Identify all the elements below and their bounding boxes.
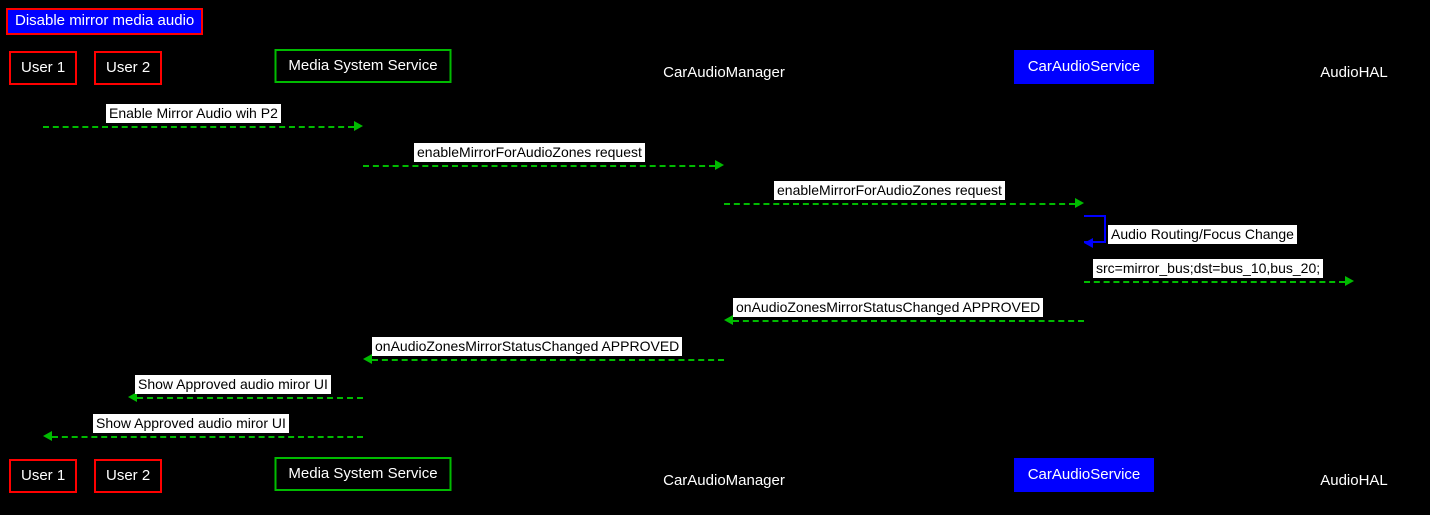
participant-user-2-top[interactable]: User 2 [94,51,162,85]
participant-car-audio-manager-top[interactable]: CarAudioManager [663,64,785,81]
message-label-8: Show Approved audio miror UI [135,375,331,394]
diagram-title: Disable mirror media audio [6,8,203,35]
message-label-9: Show Approved audio miror UI [93,414,289,433]
message-label-2: enableMirrorForAudioZones request [414,143,645,162]
message-arrow-9 [52,436,363,438]
participant-user-1-top[interactable]: User 1 [9,51,77,85]
participant-user-2-bottom[interactable]: User 2 [94,459,162,493]
participant-car-audio-service-top[interactable]: CarAudioService [1014,50,1154,84]
message-arrowhead-5 [1345,276,1354,286]
message-label-5: src=mirror_bus;dst=bus_10,bus_20; [1093,259,1323,278]
message-arrowhead-1 [354,121,363,131]
message-arrow-7 [372,359,724,361]
message-label-4: Audio Routing/Focus Change [1108,225,1297,244]
message-arrow-2 [363,165,715,167]
participant-audio-hal-bottom[interactable]: AudioHAL [1320,472,1388,489]
participant-audio-hal-top[interactable]: AudioHAL [1320,64,1388,81]
message-arrow-3 [724,203,1075,205]
participant-car-audio-service-bottom[interactable]: CarAudioService [1014,458,1154,492]
participant-media-system-service-bottom[interactable]: Media System Service [275,457,452,491]
message-label-1: Enable Mirror Audio wih P2 [106,104,281,123]
message-label-3: enableMirrorForAudioZones request [774,181,1005,200]
message-arrow-8 [137,397,363,399]
participant-media-system-service-top[interactable]: Media System Service [275,49,452,83]
message-arrowhead-3 [1075,198,1084,208]
message-arrowhead-2 [715,160,724,170]
message-arrow-1 [43,126,354,128]
message-arrowhead-6 [724,315,733,325]
participant-user-1-bottom[interactable]: User 1 [9,459,77,493]
message-arrowhead-7 [363,354,372,364]
message-arrow-6 [733,320,1084,322]
message-label-7: onAudioZonesMirrorStatusChanged APPROVED [372,337,682,356]
message-arrow-5 [1084,281,1345,283]
message-arrowhead-9 [43,431,52,441]
participant-car-audio-manager-bottom[interactable]: CarAudioManager [663,472,785,489]
message-label-6: onAudioZonesMirrorStatusChanged APPROVED [733,298,1043,317]
self-message-arrowhead [1084,238,1093,248]
